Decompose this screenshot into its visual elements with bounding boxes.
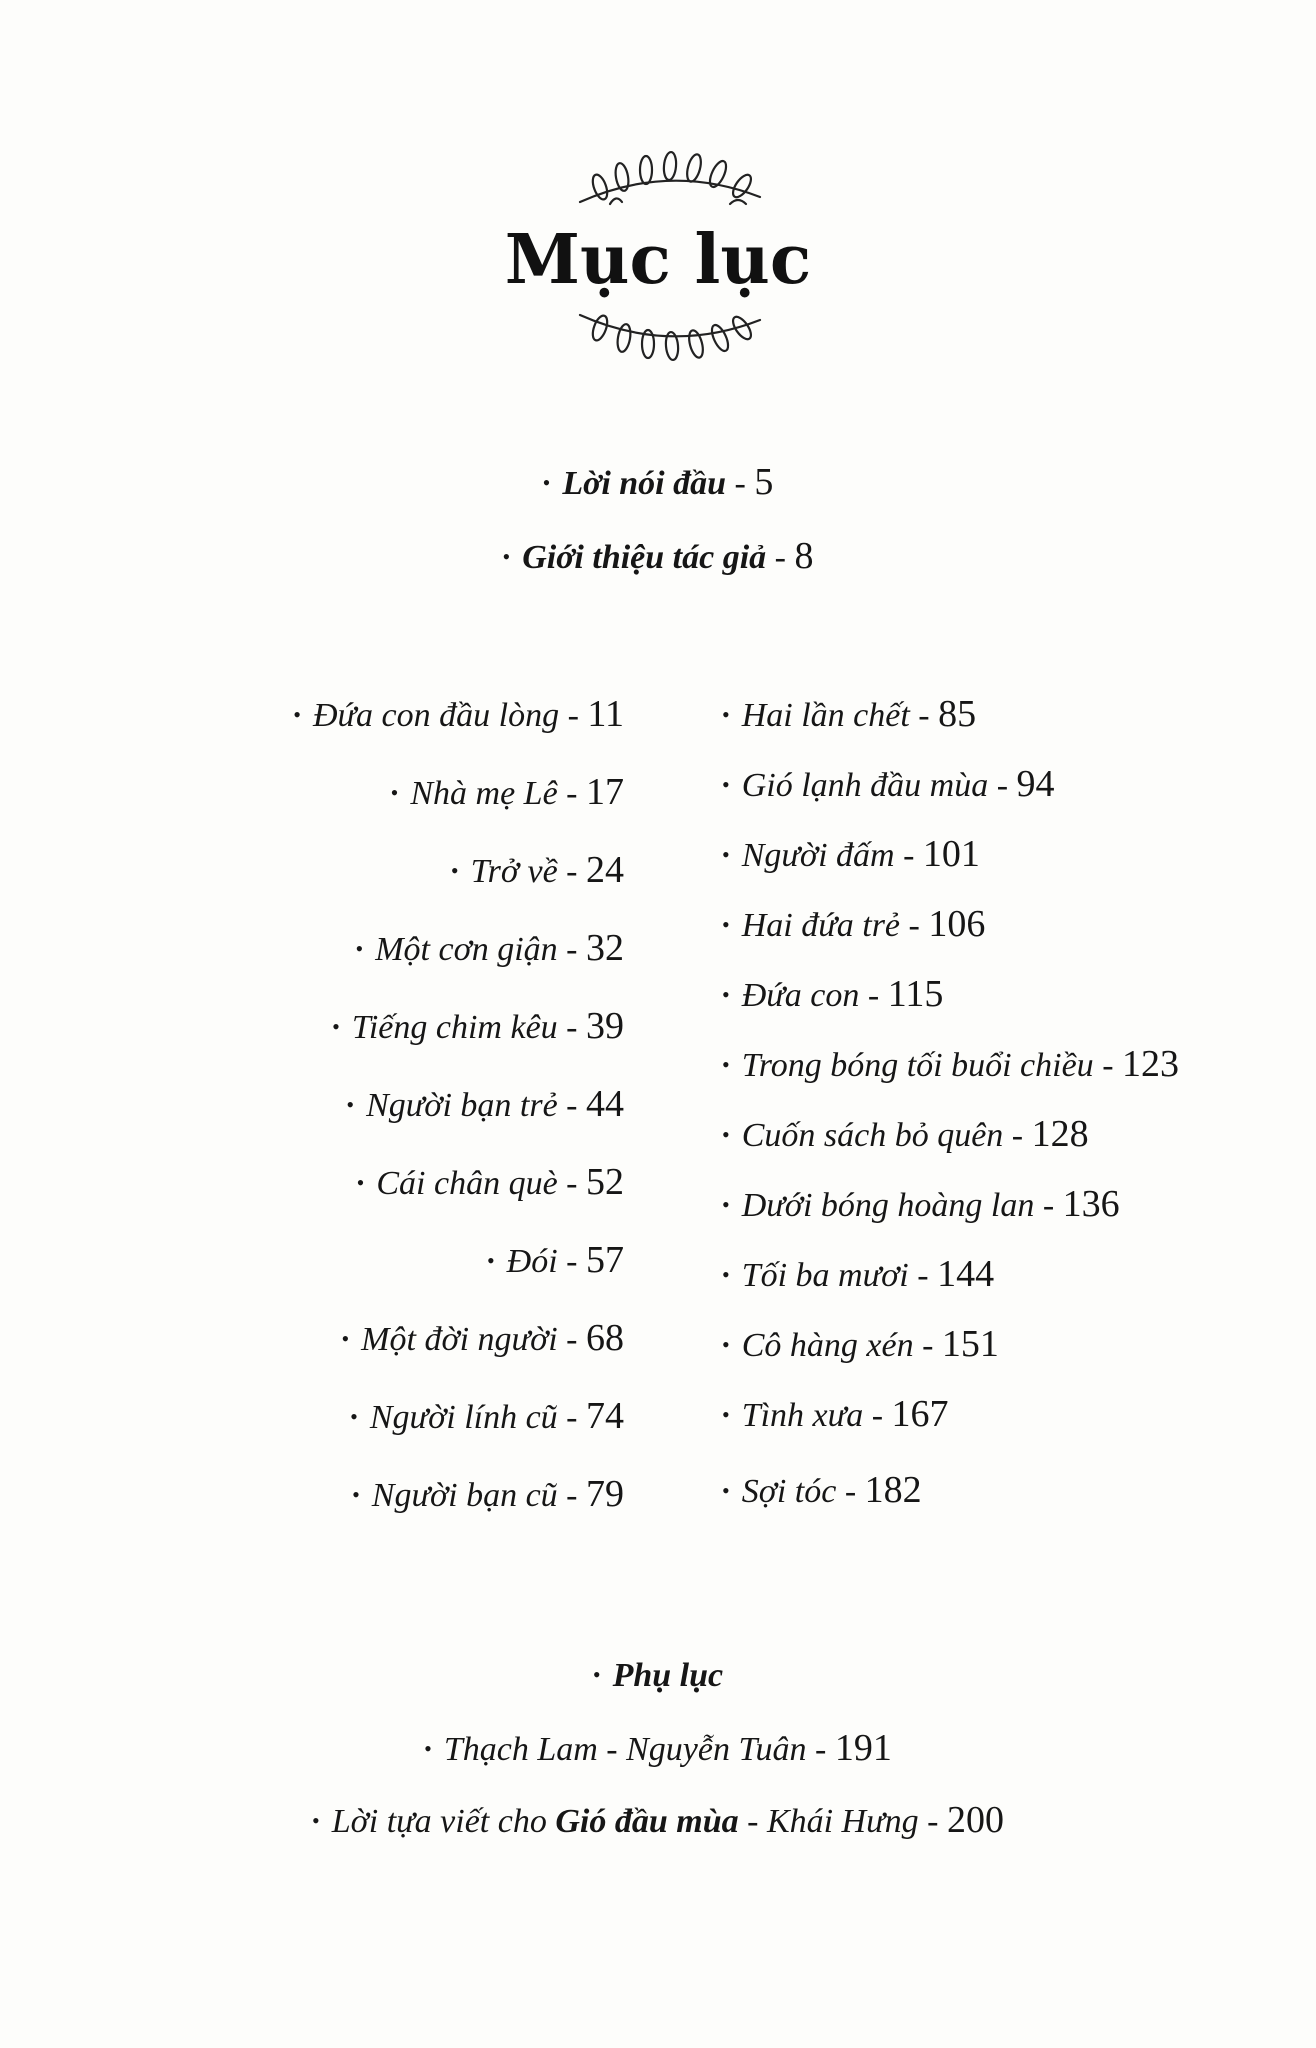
entry-label: Đứa con đầu lòng <box>312 697 560 734</box>
entry-page: 5 <box>754 461 774 503</box>
bullet: • <box>486 1248 495 1273</box>
entry-separator: - <box>836 1473 865 1510</box>
toc-entry[interactable] <box>722 1254 994 1299</box>
toc-entry[interactable] <box>722 1184 1120 1229</box>
bullet: • <box>502 544 511 569</box>
laurel-bottom-ornament <box>570 300 770 370</box>
entry-label: Cái chân què <box>376 1165 558 1202</box>
entry-separator: - <box>557 1165 586 1202</box>
toc-entry[interactable] <box>356 928 624 973</box>
entry-separator: - <box>1003 1117 1032 1154</box>
entry-page: 167 <box>891 1393 949 1435</box>
entry-page: 11 <box>587 693 624 735</box>
entry-page: 128 <box>1031 1113 1089 1155</box>
entry-label: Tiếng chim kêu <box>351 1009 558 1046</box>
toc-entry[interactable] <box>722 1114 1089 1159</box>
entry-label: Cô hàng xén <box>741 1327 914 1364</box>
entry-label-prefix: Lời tựa viết cho <box>331 1803 547 1840</box>
entry-label: Nhà mẹ Lê <box>410 775 558 812</box>
entry-label: Đứa con <box>741 977 860 1014</box>
entry-separator: - <box>557 1399 586 1436</box>
entry-page: 200 <box>947 1799 1004 1841</box>
entry-label: Đói <box>506 1243 558 1280</box>
entry-label: Trở về <box>470 853 558 890</box>
entry-page: 115 <box>887 973 944 1015</box>
bullet: • <box>542 470 551 495</box>
toc-entry-appendix-1[interactable] <box>0 1728 1316 1773</box>
toc-entry[interactable] <box>722 694 976 739</box>
bullet: • <box>341 1326 350 1351</box>
entry-separator: - <box>863 1397 892 1434</box>
entry-label-bold: Gió đầu mùa <box>555 1803 739 1840</box>
bullet: • <box>355 936 364 961</box>
appendix-heading[interactable] <box>0 1656 1316 1699</box>
entry-label: Thạch Lam - Nguyễn Tuân <box>443 1731 807 1768</box>
toc-entry[interactable] <box>487 1240 624 1285</box>
entry-label-suffix: Khái Hưng <box>766 1803 919 1840</box>
entry-page: 52 <box>586 1161 624 1203</box>
toc-entry[interactable] <box>357 1162 624 1207</box>
bullet: • <box>311 1808 320 1833</box>
bullet: • <box>722 1052 730 1077</box>
toc-entry-author-intro[interactable] <box>0 536 1316 581</box>
entry-separator: - <box>894 837 923 874</box>
toc-entry[interactable] <box>722 974 943 1019</box>
appendix-heading-label: Phụ lục <box>612 1657 724 1694</box>
toc-entry[interactable] <box>722 1394 949 1439</box>
bullet: • <box>722 912 730 937</box>
toc-entry[interactable] <box>293 694 624 739</box>
entry-page: 17 <box>586 771 624 813</box>
bullet: • <box>293 702 301 727</box>
entry-page: 144 <box>937 1253 995 1295</box>
entry-page: 32 <box>586 927 624 969</box>
entry-label: Sợi tóc <box>741 1473 837 1510</box>
entry-label: Người đấm <box>741 837 895 874</box>
entry-separator: - <box>557 1243 586 1280</box>
entry-label: Dưới bóng hoàng lan <box>741 1187 1035 1224</box>
bullet: • <box>356 1170 365 1195</box>
page-title: Mục lục <box>504 220 812 300</box>
entry-page: 123 <box>1122 1043 1180 1085</box>
bullet: • <box>722 702 730 727</box>
bullet: • <box>350 1404 358 1429</box>
entry-page: 39 <box>586 1005 624 1047</box>
toc-entry-appendix-2[interactable] <box>0 1800 1316 1845</box>
bullet: • <box>722 842 730 867</box>
bullet: • <box>352 1482 360 1507</box>
bullet: • <box>722 772 730 797</box>
entry-separator: - <box>806 1731 835 1768</box>
entry-separator: - <box>557 1009 586 1046</box>
entry-label: Tình xưa <box>741 1397 864 1434</box>
entry-separator: - <box>557 1477 586 1514</box>
entry-separator: - <box>918 1803 947 1840</box>
entry-page: 151 <box>941 1323 999 1365</box>
bullet: • <box>722 1192 730 1217</box>
bullet: • <box>722 1332 730 1357</box>
entry-label: Hai lần chết <box>741 697 910 734</box>
bullet: • <box>346 1092 355 1117</box>
entry-label: Cuốn sách bỏ quên <box>741 1117 1004 1154</box>
entry-label: Người bạn cũ <box>371 1477 558 1514</box>
laurel-top-ornament <box>570 142 770 212</box>
toc-entry[interactable] <box>722 1044 1179 1089</box>
entry-label: Hai đứa trẻ <box>741 907 901 944</box>
entry-label: Lời nói đầu <box>562 465 727 502</box>
toc-entry[interactable] <box>722 1470 922 1515</box>
entry-separator: - <box>557 1321 586 1358</box>
toc-entry[interactable] <box>451 850 624 895</box>
entry-label: Trong bóng tối buổi chiều <box>741 1047 1094 1084</box>
toc-entry[interactable] <box>391 772 624 817</box>
toc-entry[interactable] <box>722 1324 999 1369</box>
entry-separator: - <box>908 1257 938 1294</box>
entry-separator: - <box>900 907 929 944</box>
bullet: • <box>450 858 459 883</box>
bullet: • <box>332 1014 340 1039</box>
entry-separator: - <box>557 1087 586 1124</box>
toc-entry[interactable] <box>346 1084 624 1129</box>
entry-page: 79 <box>586 1473 624 1515</box>
entry-page: 24 <box>586 849 624 891</box>
entry-page: 94 <box>1016 763 1055 805</box>
bullet: • <box>722 1262 730 1287</box>
toc-entry[interactable] <box>341 1318 624 1363</box>
entry-page: 106 <box>928 903 986 945</box>
toc-entry[interactable] <box>350 1396 624 1441</box>
entry-separator: - <box>766 539 795 576</box>
entry-separator: - <box>913 1327 942 1364</box>
entry-label: Một đời người <box>361 1321 558 1358</box>
entry-separator: - <box>1034 1187 1063 1224</box>
entry-separator: - <box>726 465 755 502</box>
entry-page: 57 <box>586 1239 624 1281</box>
entry-separator: - <box>1093 1047 1123 1084</box>
entry-page: 191 <box>834 1727 892 1769</box>
toc-entry-foreword[interactable] <box>0 462 1316 507</box>
entry-label: Giới thiệu tác giả <box>522 539 767 576</box>
entry-page: 8 <box>794 535 814 577</box>
entry-page: 136 <box>1062 1183 1120 1225</box>
entry-separator: - <box>557 775 586 812</box>
entry-label: Gió lạnh đầu mùa <box>741 767 989 804</box>
entry-page: 85 <box>938 693 977 735</box>
toc-entry[interactable] <box>722 904 985 949</box>
entry-page: 74 <box>586 1395 624 1437</box>
entry-separator: - <box>557 931 586 968</box>
entry-separator: - <box>557 853 586 890</box>
entry-separator: - <box>738 1803 767 1840</box>
bullet: • <box>722 1402 730 1427</box>
bullet: • <box>722 982 730 1007</box>
toc-entry[interactable] <box>352 1474 624 1519</box>
entry-label: Tối ba mươi <box>741 1257 909 1294</box>
bullet: • <box>390 780 399 805</box>
entry-separator: - <box>559 697 588 734</box>
entry-separator: - <box>859 977 888 1014</box>
bullet: • <box>424 1736 432 1761</box>
bullet: • <box>722 1478 730 1503</box>
bullet: • <box>592 1662 601 1687</box>
entry-page: 44 <box>586 1083 624 1125</box>
toc-entry[interactable] <box>722 834 980 879</box>
entry-page: 182 <box>864 1469 922 1511</box>
entry-separator: - <box>909 697 939 734</box>
toc-entry[interactable] <box>332 1006 624 1051</box>
entry-separator: - <box>988 767 1017 804</box>
entry-label: Một cơn giận <box>375 931 558 968</box>
entry-page: 101 <box>922 833 980 875</box>
entry-label: Người bạn trẻ <box>366 1087 558 1124</box>
bullet: • <box>722 1122 730 1147</box>
entry-label: Người lính cũ <box>369 1399 558 1436</box>
toc-entry[interactable] <box>722 764 1055 809</box>
entry-page: 68 <box>586 1317 624 1359</box>
